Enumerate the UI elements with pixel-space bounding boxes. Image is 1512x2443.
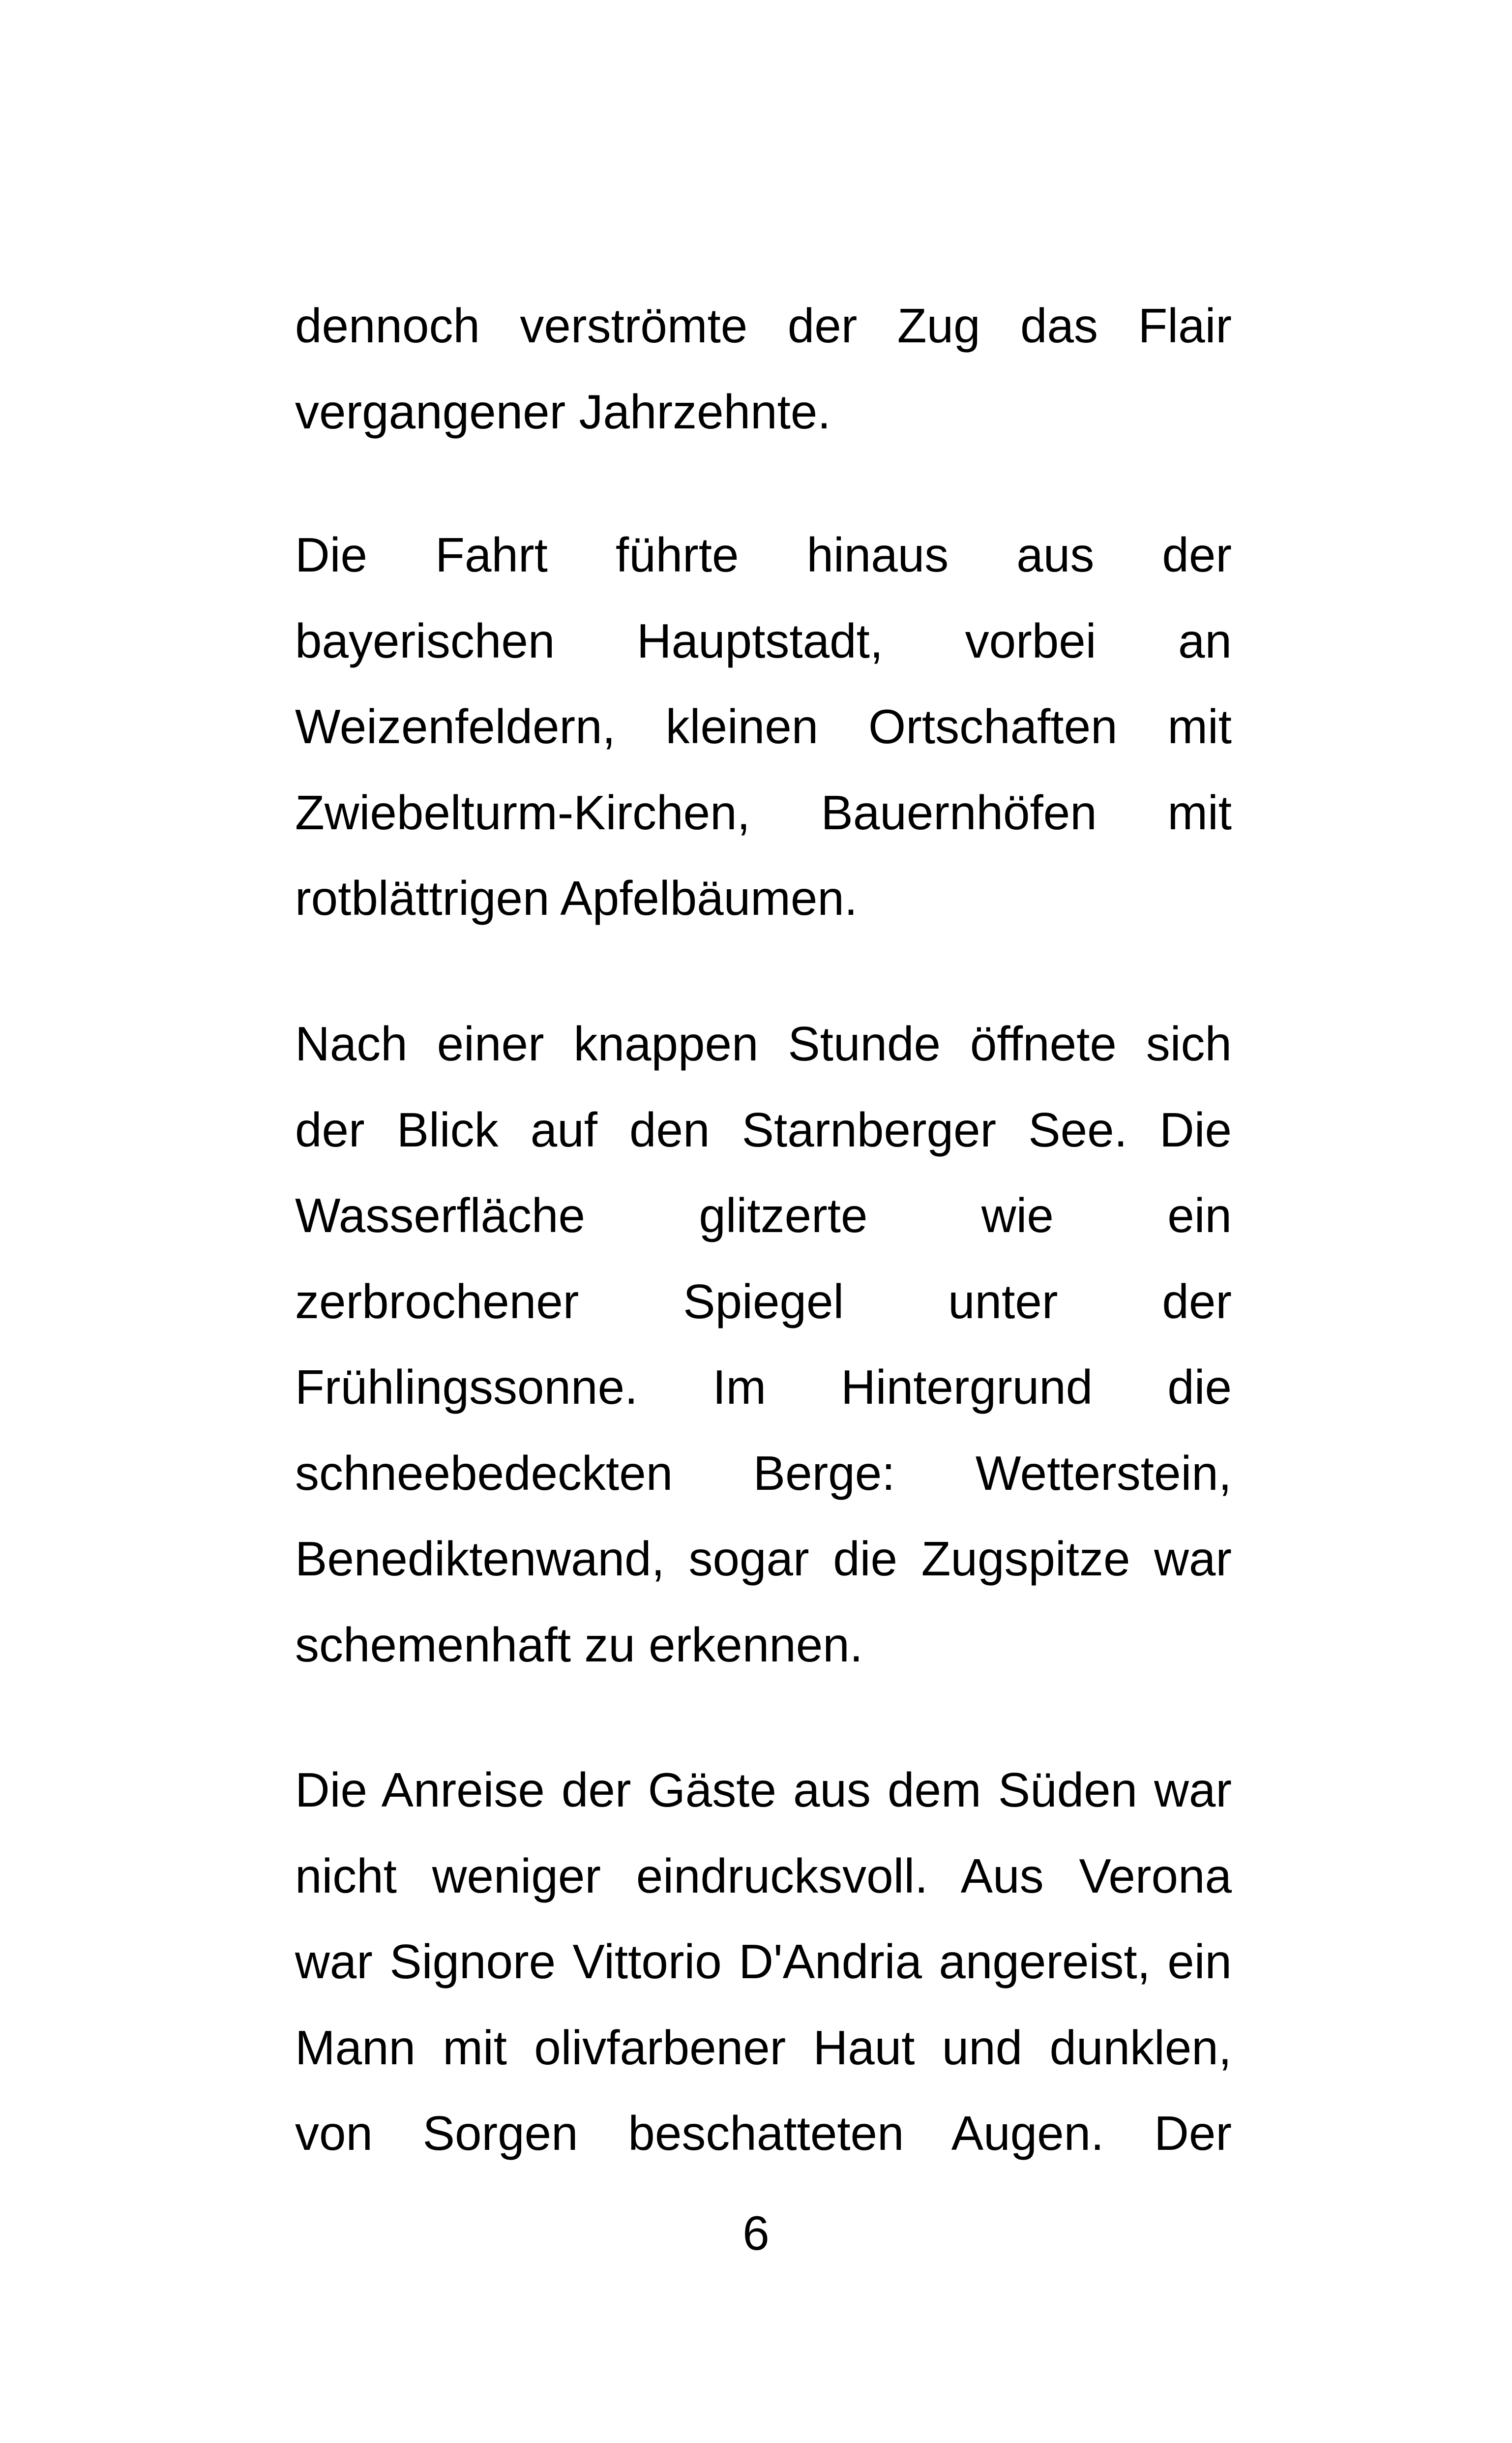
paragraph-line: rotblättrigen Apfelbäumen. — [295, 871, 858, 925]
paragraph-1 — [295, 283, 1232, 454]
paragraph-line: Weizenfeldern, kleinen Ortschaften mit — [295, 699, 1232, 754]
paragraph-line: schneebedeckten Berge: Wetterstein, — [295, 1446, 1232, 1500]
paragraph-line: Die Anreise der Gäste aus dem Süden war — [295, 1763, 1232, 1817]
paragraph-line: zerbrochener Spiegel unter der — [295, 1274, 1232, 1328]
paragraph-line: der Blick auf den Starnberger See. Die — [295, 1102, 1232, 1157]
paragraph-line: Mann mit olivfarbener Haut und dunklen, — [295, 2020, 1232, 2075]
paragraph-line: Zwiebelturm-Kirchen, Bauernhöfen mit — [295, 785, 1232, 840]
paragraph-2 — [295, 512, 1232, 941]
paragraph-line: schemenhaft zu erkennen. — [295, 1617, 863, 1672]
paragraph-line: von Sorgen beschatteten Augen. Der — [295, 2106, 1232, 2160]
paragraph-line: Benediktenwand, sogar die Zugspitze war — [295, 1532, 1232, 1586]
paragraph-line: vergangener Jahrzehnte. — [295, 384, 831, 439]
paragraph-line: war Signore Vittorio D'Andria angereist, ein — [295, 1934, 1232, 1989]
paragraph-line: bayerischen Hauptstadt, vorbei an — [295, 613, 1232, 668]
paragraph-line: nicht weniger eindrucksvoll. Aus Verona — [295, 1848, 1232, 1903]
paragraph-line: Frühlingssonne. Im Hintergrund die — [295, 1360, 1232, 1414]
paragraph-line: Wasserfläche glitzerte wie ein — [295, 1188, 1232, 1242]
paragraph-line: Die Fahrt führte hinaus aus der — [295, 528, 1232, 582]
paragraph-line: dennoch verströmte der Zug das Flair — [295, 299, 1232, 353]
paragraph-3 — [295, 1001, 1232, 1688]
paragraph-4 — [295, 1747, 1232, 2176]
page-number: 6 — [742, 2206, 770, 2260]
paragraph-line: Nach einer knappen Stunde öffnete sich — [295, 1017, 1232, 1071]
